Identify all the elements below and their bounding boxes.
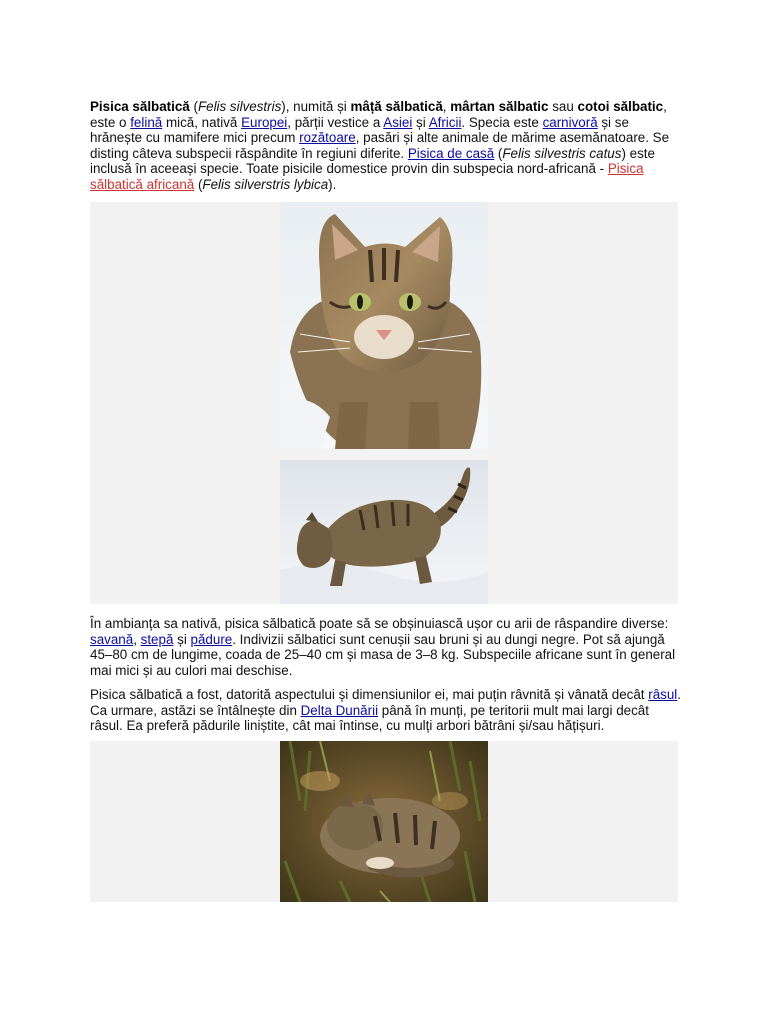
link-pisica-de-casa[interactable]: Pisica de casă (407, 145, 495, 161)
text: ) este inclusă în aceeași specie. Toate pisicile domestice provin din subspecia nord-africană - (90, 145, 655, 177)
text: , pasări și alte animale de mărime asemănatoare. Se disting câteva subspecii răspândite în regiuni diferite. (90, 130, 670, 161)
text: , (442, 99, 451, 114)
link-rozatoare[interactable]: rozătoare (299, 130, 356, 146)
link-carnivora[interactable]: carnivoră (542, 114, 598, 130)
text: și (412, 114, 429, 130)
link-padure[interactable]: pădure (190, 631, 233, 647)
wildcat-walking-snow-photo (280, 460, 488, 604)
link-africii[interactable]: Africii (428, 114, 462, 130)
text: până în munți, pe teritorii mult mai largi decât râsul. Ea preferă pădurile liniștite, cât mai întinse, cu mulți arbori bătrâni și/sau hățișuri. (90, 702, 649, 734)
link-pisica-africana[interactable]: Pisica sălbatică africană (90, 161, 644, 192)
scientific-name-lybica: Felis silverstris lybica (202, 176, 329, 192)
scientific-name-catus: Felis silvestris catus (502, 145, 622, 161)
image-band-1 (90, 202, 678, 604)
link-stepa[interactable]: stepă (140, 631, 174, 647)
link-europei[interactable]: Europei (241, 114, 288, 130)
text: ( (189, 99, 198, 114)
text: , părții vestice a (287, 114, 384, 130)
scientific-name: Felis silvestris (197, 99, 282, 114)
text: și (173, 631, 191, 647)
text: și se hrănește cu mamifere mici precum (90, 114, 629, 146)
link-rasul[interactable]: râsul (648, 687, 678, 702)
text: . Specia este (461, 114, 543, 130)
text: , este o (90, 99, 667, 130)
text: Pisica sălbatică a fost, datorită aspectului și dimensiunilor ei, mai puțin râvnită și vânată decât (90, 687, 649, 702)
term-mata: mâță sălbatică (350, 99, 443, 114)
habitat-paragraph (90, 616, 682, 678)
term-martan: mârtan sălbatic (450, 99, 549, 114)
text: , (133, 631, 141, 647)
image-band-2 (90, 741, 678, 902)
text: . Ca urmare, astăzi se întâlnește din (90, 687, 681, 718)
intro-paragraph (90, 99, 682, 193)
wildcat-portrait-photo (280, 202, 488, 449)
link-delta-dunarii[interactable]: Delta Dunării (300, 702, 379, 718)
text: În ambianța sa nativă, pisica sălbatică poate să se obșinuiască ușor cu arii de râspandire diverse: (90, 616, 669, 631)
text: ). (328, 176, 337, 192)
wildcat-sleeping-photo (280, 741, 488, 902)
link-asiei[interactable]: Asiei (383, 114, 413, 130)
text: ( (194, 176, 203, 192)
distribution-paragraph (90, 687, 682, 734)
link-felina[interactable]: felină (130, 114, 163, 130)
text: ( (494, 145, 503, 161)
text: ), numită și (281, 99, 351, 114)
term-cotoi: cotoi sălbatic (577, 99, 664, 114)
link-savana[interactable]: savană (90, 631, 134, 647)
text: . Indivizii sălbatici sunt cenușii sau bruni și au dungi negre. Pot să ajungă 45–80 cm de lungime, coada de 25–40 cm și masa de 3–8 kg. Subspeciile africane sunt în general mai mici și au culori mai deschise. (90, 631, 676, 678)
text: sau (548, 99, 578, 114)
text: mică, nativă (162, 114, 242, 130)
term-wildcat: Pisica sălbatică (90, 99, 190, 114)
